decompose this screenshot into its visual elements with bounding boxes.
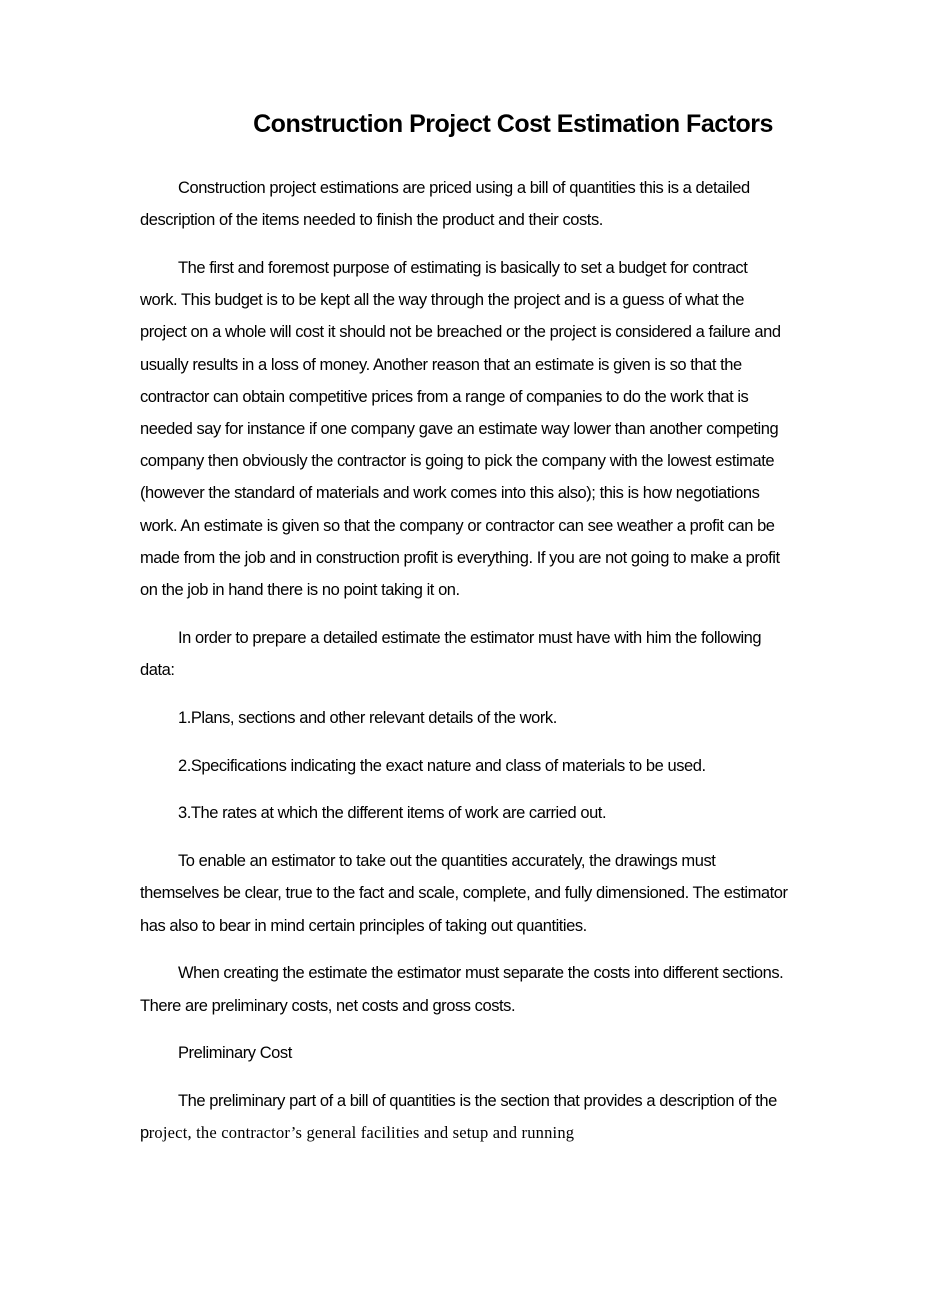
paragraph-required-data: In order to prepare a detailed estimate the estimator must have with him the following data:: [140, 628, 762, 680]
paragraph-intro: Construction project estimations are priced using a bill of quantities this is a detailed description of the items needed to finish the product and their costs.: [140, 179, 750, 230]
paragraph-cost-sections: When creating the estimate the estimator must separate the costs into different sections. There are preliminary costs, net costs and gross costs.: [140, 964, 784, 1015]
list-item-rates: 3.The rates at which the different items of work are carried out.: [178, 804, 607, 823]
section-heading-preliminary-cost: Preliminary Cost: [178, 1044, 292, 1063]
document-body: [140, 172, 788, 1165]
paragraph-preliminary: [140, 1085, 788, 1149]
paragraph-preliminary-serif-text: roject, the contractor’s general facilities and setup and running: [148, 1123, 575, 1143]
list-item-specifications: 2.Specifications indicating the exact nature and class of materials to be used.: [178, 756, 706, 775]
paragraph-drawings: To enable an estimator to take out the quantities accurately, the drawings must themselves be clear, true to the fact and scale, complete, and fully dimensioned. The estimator has also to bear in mind certain principles of taking out quantities.: [140, 852, 788, 935]
list-item-plans: 1.Plans, sections and other relevant details of the work.: [178, 708, 557, 727]
paragraph-preliminary-sans-text: The preliminary part of a bill of quantities is the section that provides a description of the p: [140, 1092, 777, 1143]
document-title: Construction Project Cost Estimation Factors: [253, 110, 773, 138]
paragraph-purpose: The first and foremost purpose of estimating is basically to set a budget for contract work. This budget is to be kept all the way through the project and is a guess of what the project on a whole will cost it should not be breached or the project is considered a failure and usually results in a loss of money. Another reason that an estimate is given is so that the contractor can obtain competitive prices from a range of companies to do the work that is needed say for instance if one company gave an estimate way lower than another competing company then obviously the contractor is going to pick the company with the lowest estimate (however the standard of materials and work comes into this also); this is how negotiations work. An estimate is given so that the company or contractor can see weather a profit can be made from the job and in construction profit is everything. If you are not going to make a profit on the job in hand there is no point taking it on.: [140, 259, 781, 600]
